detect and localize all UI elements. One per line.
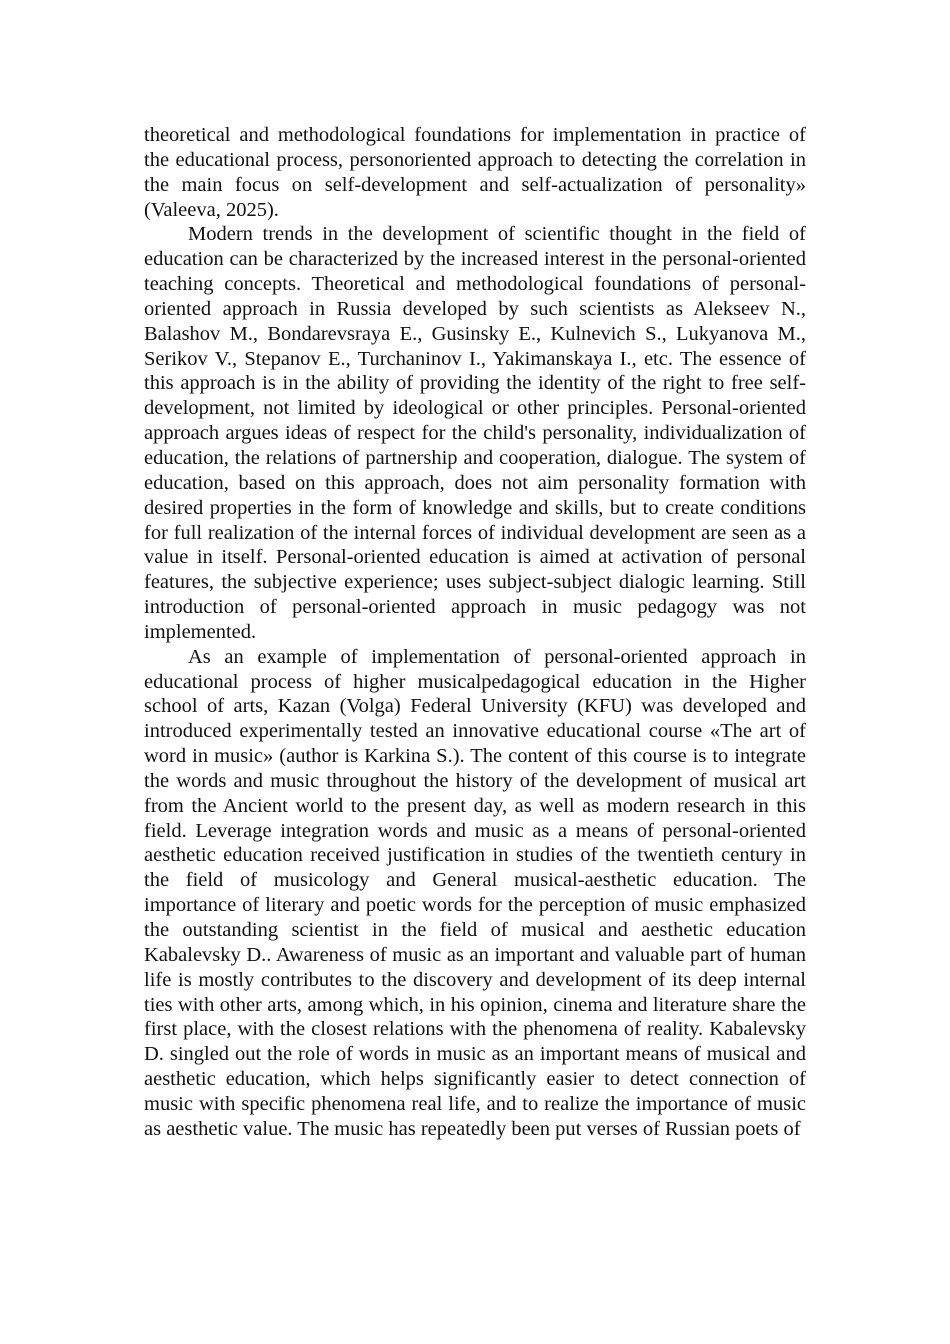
paragraph-continuation: theoretical and methodological foundations for implementation in practice of the educational process, personoriented approach to detecting the correlation in the main focus on self-development and self-actualization of personality» (Valeeva, 2025). bbox=[144, 124, 806, 221]
paragraph-modern-trends: Modern trends in the development of scientific thought in the field of education can be characterized by the increased interest in the personal-oriented teaching concepts. Theoretical and methodological foundations of personal-oriented approach in Russia developed by such scientists as Alekseev N., Balashov M., Bondarevsraya E., Gusinsky E., Kulnevich S., Lukyanova M., Serikov V., Stepanov E., Turchaninov I., Yakimanskaya I., etc. The essence of this approach is in the ability of providing the identity of the right to free self-development, not limited by ideological or other principles. Personal-oriented approach argues ideas of respect for the child's personality, individualization of education, the relations of partnership and cooperation, dialogue. The system of education, based on this approach, does not aim personality formation with desired properties in the form of knowledge and skills, but to create conditions for full realization of the internal forces of individual development are seen as a value in itself. Personal-oriented education is aimed at activation of personal features, the subjective experience; uses subject-subject dialogic learning. Still introduction of personal-oriented approach in music pedagogy was not implemented. bbox=[144, 223, 806, 643]
paragraph-implementation-example: As an example of implementation of personal-oriented approach in educational process of higher musicalpedagogical education in the Higher school of arts, Kazan (Volga) Federal University (KFU) was developed and introduced experimentally tested an innovative educational course «The art of word in music» (author is Karkina S.). The content of this course is to integrate the words and music throughout the history of the development of musical art from the Ancient world to the present day, as well as modern research in this field. Leverage integration words and music as a means of personal-oriented aesthetic education received justification in studies of the twentieth century in the field of musicology and General musical-aesthetic education. The importance of literary and poetic words for the perception of music emphasized the outstanding scientist in the field of musical and aesthetic education Kabalevsky D.. Awareness of music as an important and valuable part of human life is mostly contributes to the discovery and development of its deep internal ties with other arts, among which, in his opinion, cinema and literature share the first place, with the closest relations with the phenomena of reality. Kabalevsky D. singled out the role of words in music as an important means of musical and aesthetic education, which helps significantly easier to detect connection of music with specific phenomena real life, and to realize the importance of music as aesthetic value. The music has repeatedly been put verses of Russian poets of bbox=[144, 645, 806, 1140]
document-page bbox=[144, 123, 806, 1142]
